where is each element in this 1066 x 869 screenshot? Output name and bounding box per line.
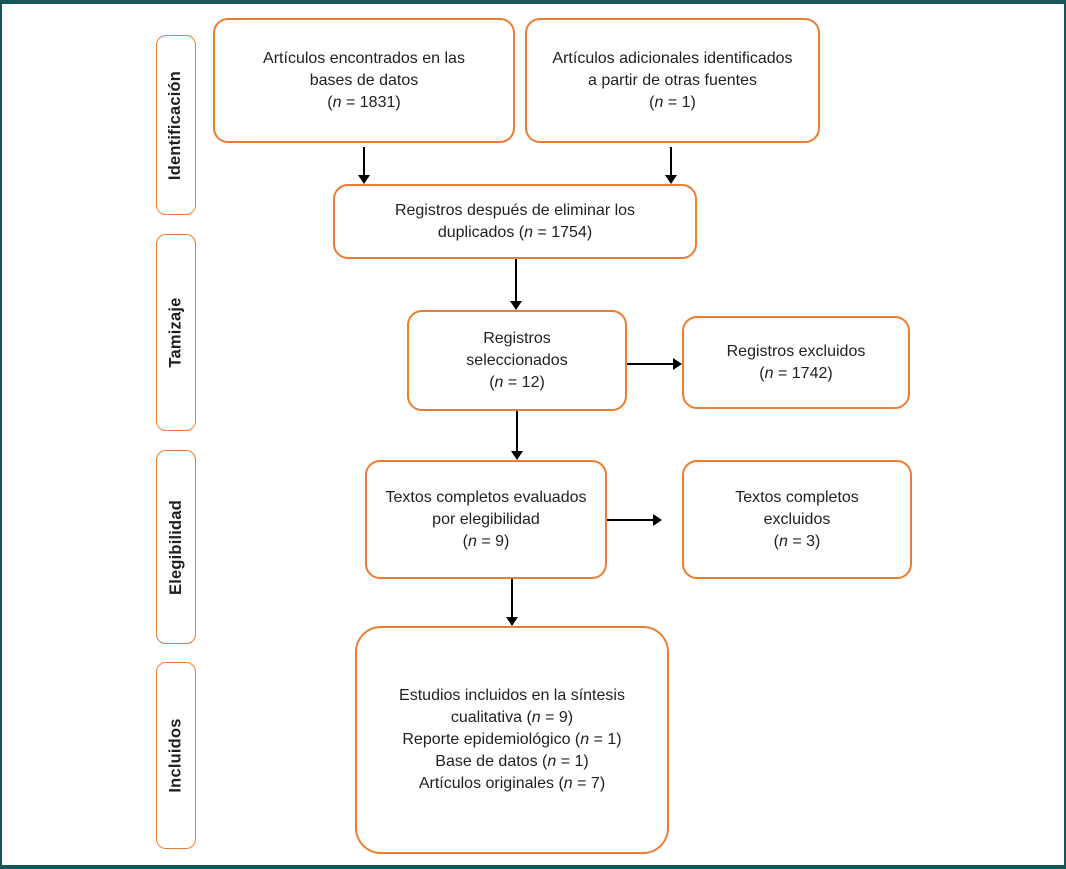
box-records-deduplicated-text: Registros después de eliminar los duplicados (n = 1754) xyxy=(394,201,636,241)
box-articles-found xyxy=(213,18,515,143)
stage-label-incluidos: Incluidos xyxy=(166,718,185,793)
box-records-screened-text: Registros seleccionados (n = 12) xyxy=(466,329,568,391)
box-fulltext-excluded-text: Textos completos excluidos (n = 3) xyxy=(735,488,859,550)
stage-box-elegibilidad xyxy=(156,450,196,644)
arrow-screened-to-excluded-icon xyxy=(627,358,682,370)
arrow-fulltext-to-included-icon xyxy=(506,579,518,626)
box-articles-additional-text: Artículos adicionales identificados a partir de otras fuentes (n = 1) xyxy=(552,49,793,111)
box-studies-included xyxy=(355,626,669,854)
box-records-deduplicated xyxy=(333,184,697,259)
stage-box-incluidos xyxy=(156,662,196,849)
box-records-excluded xyxy=(682,316,910,409)
box-studies-included-text: Estudios incluidos en la síntesis cualitativa (n = 9) Reporte epidemiológico (n = 1) Base de datos (n = 1) Artículos originales (n = 7) xyxy=(399,687,625,792)
box-articles-additional xyxy=(525,18,820,143)
box-articles-found-text: Artículos encontrados en las bases de datos (n = 1831) xyxy=(263,49,465,111)
box-fulltext-assessed xyxy=(365,460,607,579)
box-fulltext-excluded xyxy=(682,460,912,579)
stage-box-tamizaje xyxy=(156,234,196,431)
arrow-fulltext-to-excluded-icon xyxy=(607,514,662,526)
stage-label-identificacion: Identificación xyxy=(166,70,185,180)
arrow-dedup-to-screened-icon xyxy=(510,259,522,310)
stage-label-elegibilidad: Elegibilidad xyxy=(166,499,185,595)
stage-box-identificacion xyxy=(156,35,196,215)
box-fulltext-assessed-text: Textos completos evaluados por elegibilidad (n = 9) xyxy=(385,488,587,550)
stage-label-tamizaje: Tamizaje xyxy=(166,297,185,368)
box-records-excluded-text: Registros excluidos (n = 1742) xyxy=(726,342,866,382)
arrow-found-to-dedup-icon xyxy=(358,147,370,184)
arrow-screened-to-fulltext-icon xyxy=(511,411,523,460)
arrow-additional-to-dedup-icon xyxy=(665,147,677,184)
box-records-screened xyxy=(407,310,627,411)
